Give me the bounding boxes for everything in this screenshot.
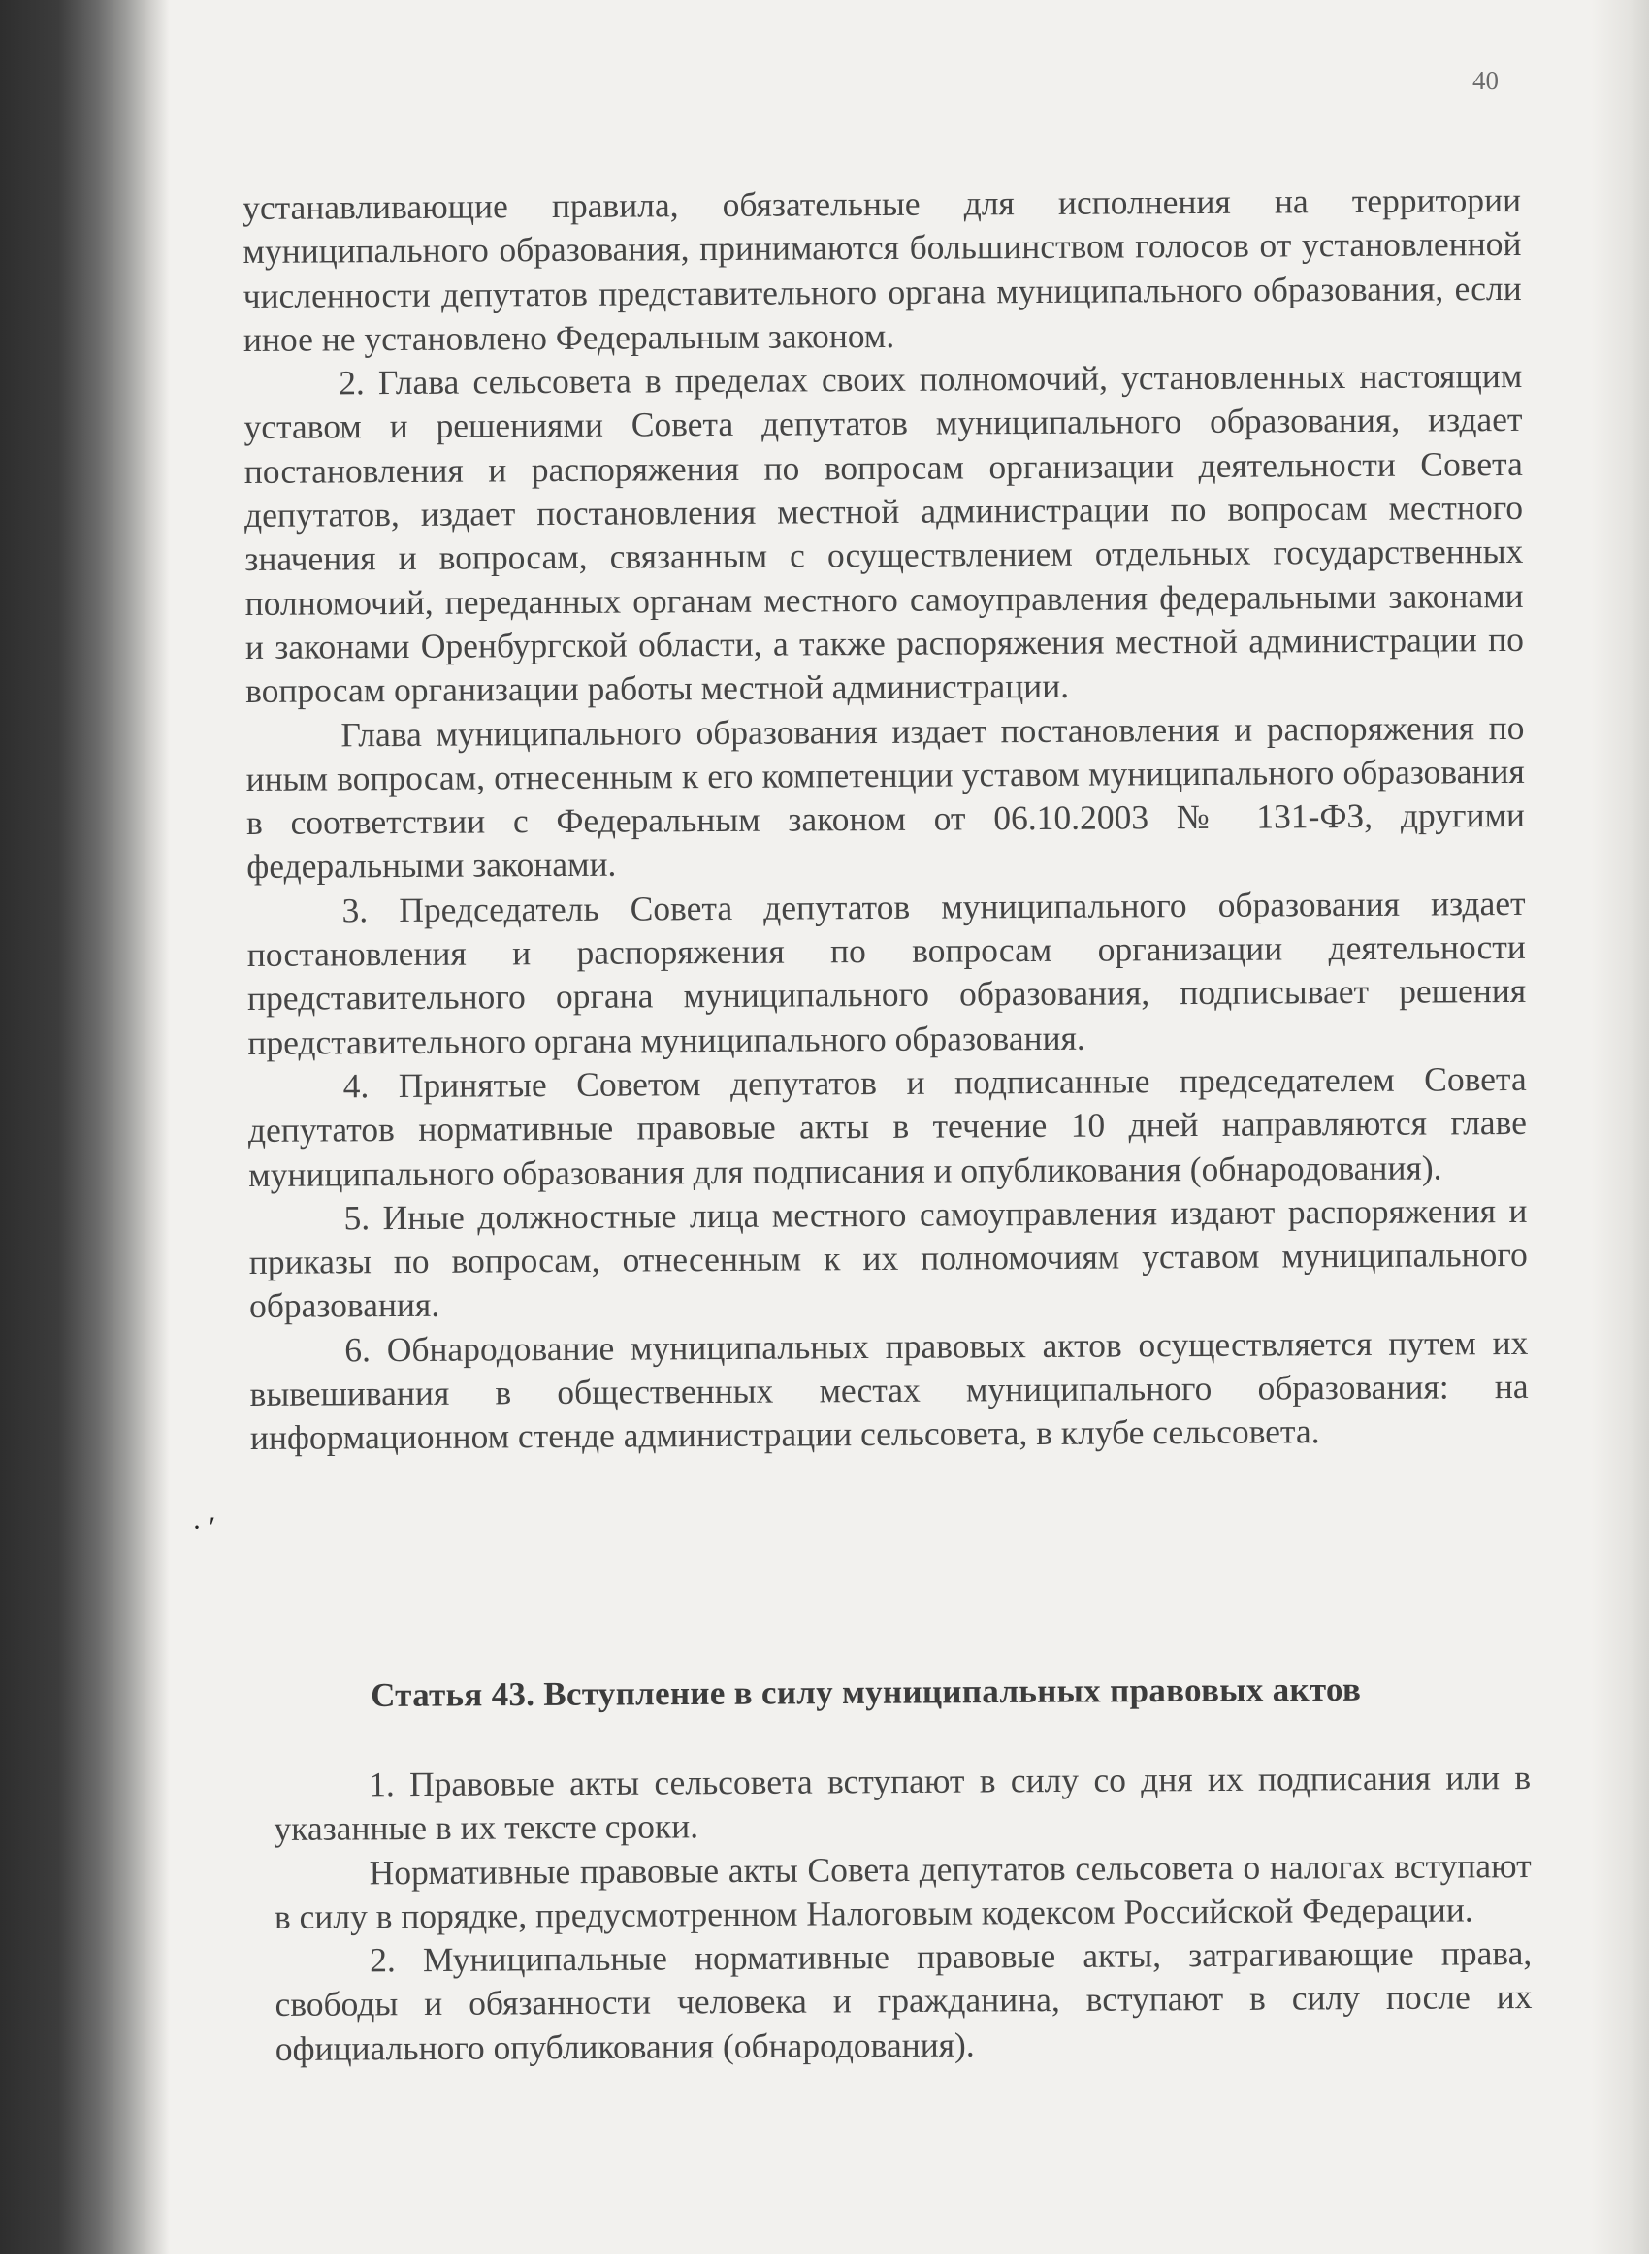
scan-bottom-edge [0, 2254, 1649, 2268]
page-number: 40 [1472, 66, 1499, 95]
article-43-body [274, 1756, 1533, 2071]
article-43-title: Статья 43. Вступление в силу муниципальных правовых актов [371, 1669, 1362, 1714]
article-43-paragraph-2: 2. Муниципальные нормативные правовые акты, затрагивающие права, свободы и обязанности человека и гражданина, вступают в силу после их официального опубликования (обнародования). [275, 1933, 1533, 2068]
article-43-paragraph-tax: Нормативные правовые акты Совета депутатов сельсовета о налогах вступают в силу в порядке, предусмотренном Налоговым кодексом Российской Федерации. [274, 1845, 1532, 1936]
body-text [242, 178, 1529, 1461]
paragraph-4: 4. Принятые Советом депутатов и подписанные председателем Совета депутатов нормативные правовые акты в течение 10 дней направляются главе муниципального образования для подписания и опубликования (обнародования). [247, 1058, 1528, 1194]
article-43-paragraph-1: 1. Правовые акты сельсовета вступают в силу со дня их подписания или в указанные в их тексте сроки. [274, 1758, 1532, 1849]
scan-right-edge [1591, 0, 1649, 2268]
paragraph-3: 3. Председатель Совета депутатов муниципального образования издает постановления и распоряжения по вопросам организации деятельности представительного органа муниципального образования, подписывает решения представительного органа муниципального образования. [246, 883, 1527, 1062]
paragraph-head-acts: Глава муниципального образования издает постановления и распоряжения по иным вопросам, отнесенным к его компетенции уставом муниципального образования в соответствии с Федеральным законом от 06.10.2003 № 131-ФЗ, другими федеральными законами. [245, 707, 1526, 887]
scan-binding-shadow [0, 0, 170, 2268]
paragraph-continuation: устанавливающие правила, обязательные для исполнения на территории муниципального образования, принимаются большинством голосов от установленной численности депутатов представительного органа муниципального образования, если иное не установлено Федеральным законом. [242, 179, 1522, 359]
paragraph-6: 6. Обнародование муниципальных правовых актов осуществляется путем их вывешивания в общественных местах муниципального образования: на информационном стенде администрации сельсовета, в клубе сельсовета. [249, 1322, 1529, 1458]
margin-pen-mark: · ′ [192, 1511, 216, 1543]
paragraph-5: 5. Иные должностные лица местного самоуправления издают распоряжения и приказы по вопросам, отнесенным к их полномочиям уставом муниципального образования. [248, 1190, 1528, 1326]
paragraph-2: 2. Глава сельсовета в пределах своих полномочий, установленных настоящим уставом и решениями Совета депутатов муниципального образования, издает постановления и распоряжения по вопросам организации деятельности Совета депутатов, издает постановления местной администрации по вопросам местного значения и вопросам, связанным с осуществлением отдельных государственных полномочий, переданных органам местного самоуправления федеральными законами и законами Оренбургской области, а также распоряжения местной администрации по вопросам организации работы местной администрации. [243, 356, 1524, 711]
